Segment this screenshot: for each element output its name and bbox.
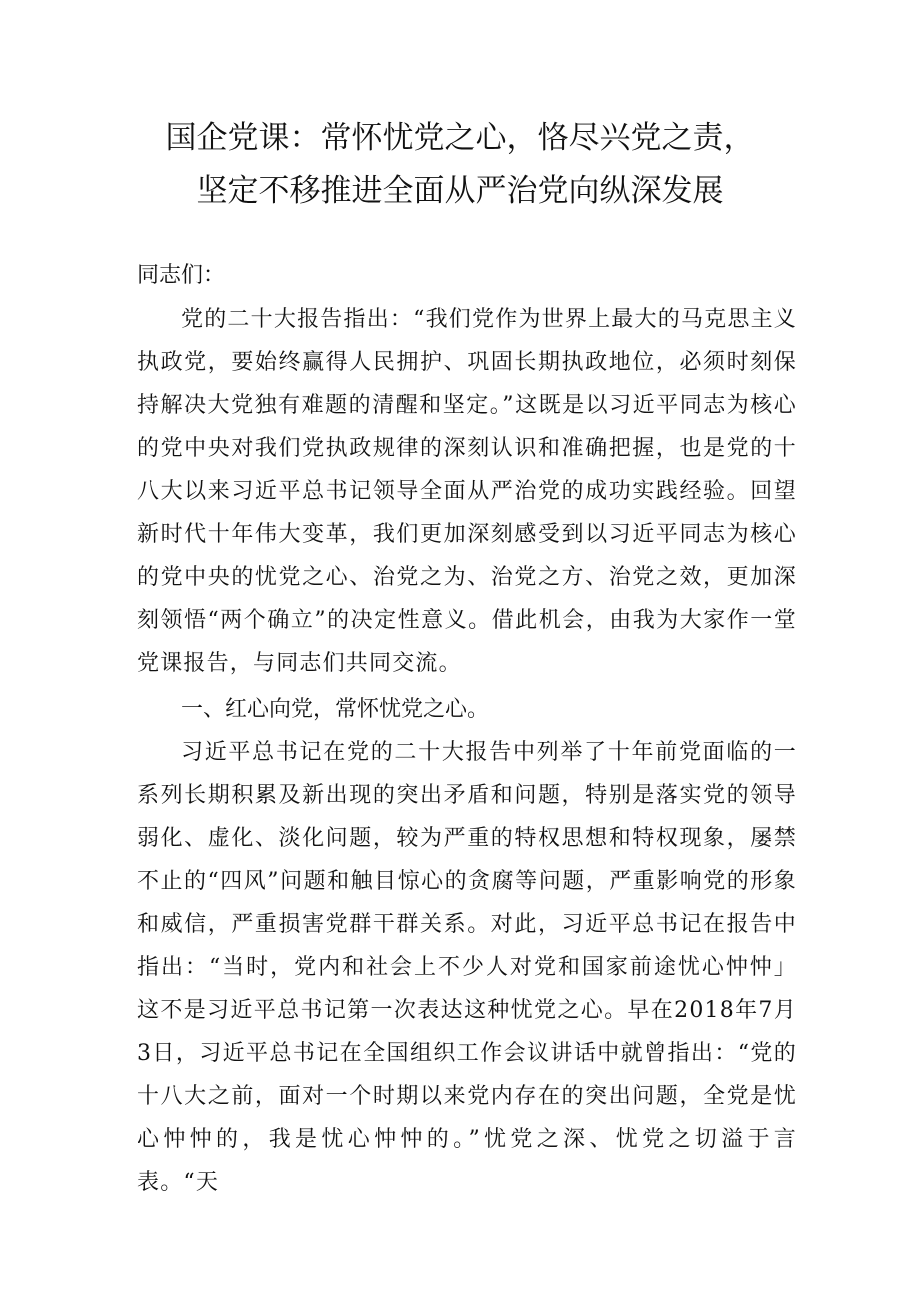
section-heading-1: 一、红心向党，常怀忧党之心。 xyxy=(181,697,490,722)
paragraph-section-1: 习近平总书记在党的二十大报告中列举了十年前党面临的一系列长期积累及新出现的突出矛盾和问题，特别是落实党的领导弱化、虚化、淡化问题，较为严重的特权思想和特权现象，屡禁不止的“四风”问题和触目惊心的贪腐等问题，严重影响党的形象和威信，严重损害党群干群关系。对此，习近平总书记在报告中指出：“当时，党内和社会上不少人对党和国家前途忧心忡忡」这不是习近平总书记第一次表达这种忧党之心。早在2018年7月3日，习近平总书记在全国组织工作会议讲话中就曾指出：“党的十八大之前，面对一个时期以来党内存在的突出问题，全党是忧心忡忡的，我是忧心忡忡的。”忧党之深、忧党之切溢于言表。“天 xyxy=(137,740,797,1195)
document-title-line-1: 国企党课：常怀忧党之心，恪尽兴党之责， xyxy=(165,120,755,156)
paragraph-intro: 党的二十大报告指出：“我们党作为世界上最大的马克思主义执政党，要始终赢得人民拥护、巩固长期执政地位，必须时刻保持解决大党独有难题的清醒和坚定。”这既是以习近平同志为核心的党中央对我们党执政规律的深刻认识和准确把握，也是党的十八大以来习近平总书记领导全面从严治党的成功实践经验。回望新时代十年伟大变革，我们更加深刻感受到以习近平同志为核心的党中央的忧党之心、治党之为、治党之方、治党之效，更加深刻领悟“两个确立”的决定性意义。借此机会，由我为大家作一堂党课报告，与同志们共同交流。 xyxy=(137,307,797,676)
document-title-line-2: 坚定不移推进全面从严治党向纵深发展 xyxy=(196,173,724,209)
salutation: 同志们： xyxy=(137,263,226,288)
